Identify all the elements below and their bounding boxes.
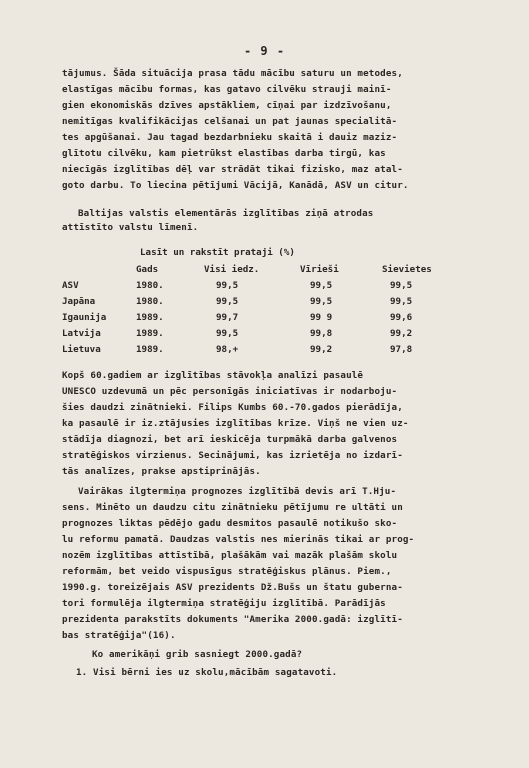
table-cell: 97,8 [390,344,413,355]
table-cell: 99,8 [310,328,333,339]
text-line: Kopš 60.gadiem ar izglītības stāvokļa analīzi pasaulē [62,370,364,381]
table-cell: 99,5 [216,280,239,291]
text-line: bas stratēģija"(16). [62,630,176,641]
text-line: prezidenta parakstīts dokuments "Amerika 2000.gadā: izglītī- [62,614,403,625]
table-cell: 99,7 [216,312,239,323]
table-cell: 99,5 [310,280,333,291]
table-caption: Lasīt un rakstīt prataji (%) [140,247,295,258]
text-line: tājumus. Šāda situācija prasa tādu mācību saturu un metodes, [62,68,403,79]
page-number: - 9 - [243,44,286,58]
text-line: gien ekonomiskās dzīves apstākliem, cīņai par izdzīvošanu, [62,100,392,111]
text-line: lu reformu pamatā. Daudzas valstis nes mierinās tikai ar prog- [62,534,415,545]
table-cell: Lietuva [62,344,101,355]
text-line: stādīja diagnozi, bet arī ieskicēja turpmākā darba galvenos [62,434,398,445]
text-line: tes apgūšanai. Jau tagad bezdarbnieku skaitā i dauiz maziz- [62,132,398,143]
table-cell: 1989. [136,344,164,355]
table-cell: 99,5 [216,296,239,307]
question-line: Ko amerikāņi grib sasniegt 2000.gadā? [92,649,303,660]
table-cell: 1989. [136,328,164,339]
table-cell: 99,6 [390,312,413,323]
table-cell: 1980. [136,296,164,307]
text-line: nemitīgas kvalifikācijas celšanai un pat jaunas specialitā- [62,116,398,127]
list-item: 1. Visi bērni ies uz skolu,mācībām sagatavoti. [76,667,338,678]
text-line: stratēģiskos virzienus. Secinājumi, kas izrietēja no izdarī- [62,450,403,461]
text-line: glītotu cilvēku, kam pietrūkst elastības darba tirgū, kas [62,148,386,159]
table-header: Gads [136,264,159,275]
table-cell: 99,2 [310,344,333,355]
table-cell: 99,2 [390,328,413,339]
text-line: 1990.g. toreizējais ASV prezidents Dž.Bušs un štatu guberna- [62,582,403,593]
table-cell: 99,5 [310,296,333,307]
text-line: tori formulēja ilgtermiņa stratēģiju izglītībā. Parādījās [62,598,386,609]
table-cell: 98,+ [216,344,239,355]
table-cell: 99,5 [216,328,239,339]
table-header: Sievietes [382,264,432,275]
table-cell: ASV [62,280,79,291]
text-line: prognozes liktas pēdējo gadu desmitos pasaulē notikušo sko- [62,518,398,529]
text-line: Vairākas ilgtermiņa prognozes izglītībā devis arī T.Hju- [78,486,397,497]
text-line: sens. Minēto un daudzu citu zinātnieku pētījumu re ultāti un [62,502,403,513]
text-line: UNESCO uzdevumā un pēc personīgās iniciatīvas ir nodarboju- [62,386,398,397]
text-line: ka pasaulē ir iz.ztājusies izglītības krīze. Viņš ne vien uz- [62,418,409,429]
text-line: elastīgas mācību formas, kas gatavo cilvēku strauji mainī- [62,84,392,95]
text-line: reformām, bet veido vispusīgus stratēģiskus plānus. Piem., [62,566,392,577]
table-cell: Latvija [62,328,101,339]
table-cell: Igaunija [62,312,107,323]
table-cell: Japāna [62,296,96,307]
text-line: tās analīzes, prakse apstiprinājās. [62,466,261,477]
table-cell: 99 9 [310,312,333,323]
table-header: Visi iedz. [204,264,260,275]
text-line: attīstīto valstu līmenī. [62,222,199,233]
table-cell: 1989. [136,312,164,323]
table-header: Vīrieši [300,264,339,275]
table-cell: 99,5 [390,296,413,307]
text-line: niecīgās izglītības dēļ var strādāt tikai fizisko, maz atal- [62,164,403,175]
text-line: nozēm izglītības attīstībā, plašākām vai mazāk plašām skolu [62,550,398,561]
text-line: Baltijas valstis elementārās izglītības ziņā atrodas [78,208,374,219]
table-cell: 99,5 [390,280,413,291]
table-cell: 1980. [136,280,164,291]
text-line: goto darbu. To liecina pētījumi Vācijā, Kanādā, ASV un citur. [62,180,409,191]
text-line: šies daudzi zinātnieki. Filips Kumbs 60.-70.gados pierādīja, [62,402,403,413]
